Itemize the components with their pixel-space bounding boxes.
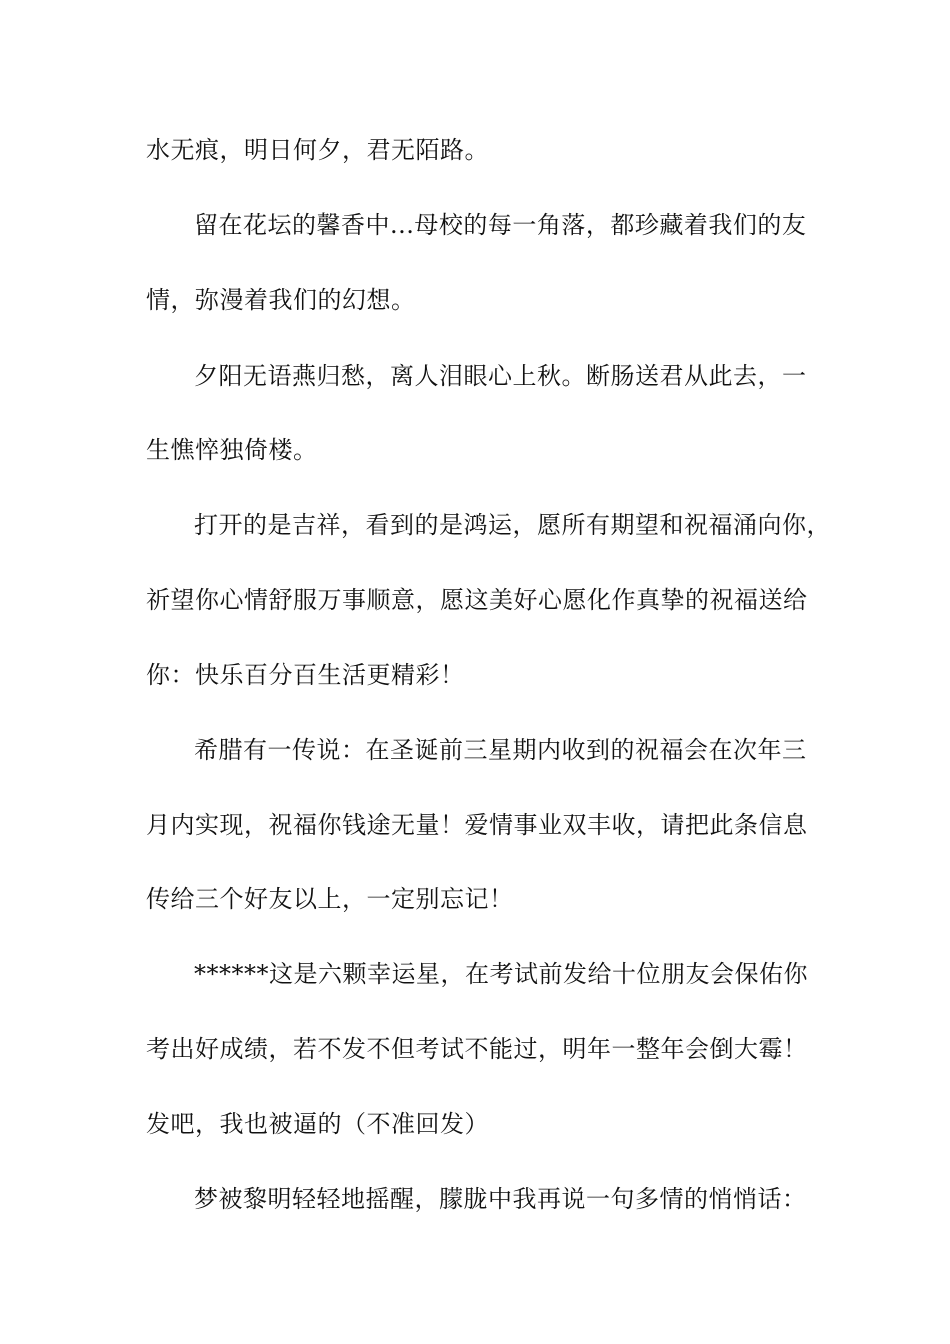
- paragraph-start: 希腊有一传说：在圣诞前三星期内收到的祝福会在次年三: [194, 736, 807, 764]
- paragraph-start: ******这是六颗幸运星，在考试前发给十位朋友会保佑你: [194, 960, 808, 988]
- paragraph-start: 留在花坛的馨香中...母校的每一角落，都珍藏着我们的友: [194, 211, 807, 239]
- text-line: 传给三个好友以上，一定别忘记！: [146, 885, 514, 913]
- text-line: 考出好成绩，若不发不但考试不能过，明年一整年会倒大霉！: [146, 1035, 808, 1063]
- paragraph-start: 夕阳无语燕归愁，离人泪眼心上秋。断肠送君从此去，一: [194, 362, 807, 390]
- paragraph-start: 梦被黎明轻轻地摇醒，朦胧中我再说一句多情的悄悄话：: [194, 1185, 807, 1213]
- text-line: 祈望你心情舒服万事顺意，愿这美好心愿化作真挚的祝福送给: [146, 586, 808, 614]
- text-line: 生憔悴独倚楼。: [146, 436, 318, 464]
- text-line: 水无痕，明日何夕，君无陌路。: [146, 136, 489, 164]
- text-line: 你：快乐百分百生活更精彩！: [146, 661, 465, 689]
- text-line: 发吧，我也被逼的（不准回发）: [146, 1110, 489, 1138]
- text-line: 情，弥漫着我们的幻想。: [146, 286, 416, 314]
- text-line: 月内实现，祝福你钱途无量！爱情事业双丰收，请把此条信息: [146, 811, 808, 839]
- paragraph-start: 打开的是吉祥，看到的是鸿运，愿所有期望和祝福涌向你，: [194, 511, 831, 539]
